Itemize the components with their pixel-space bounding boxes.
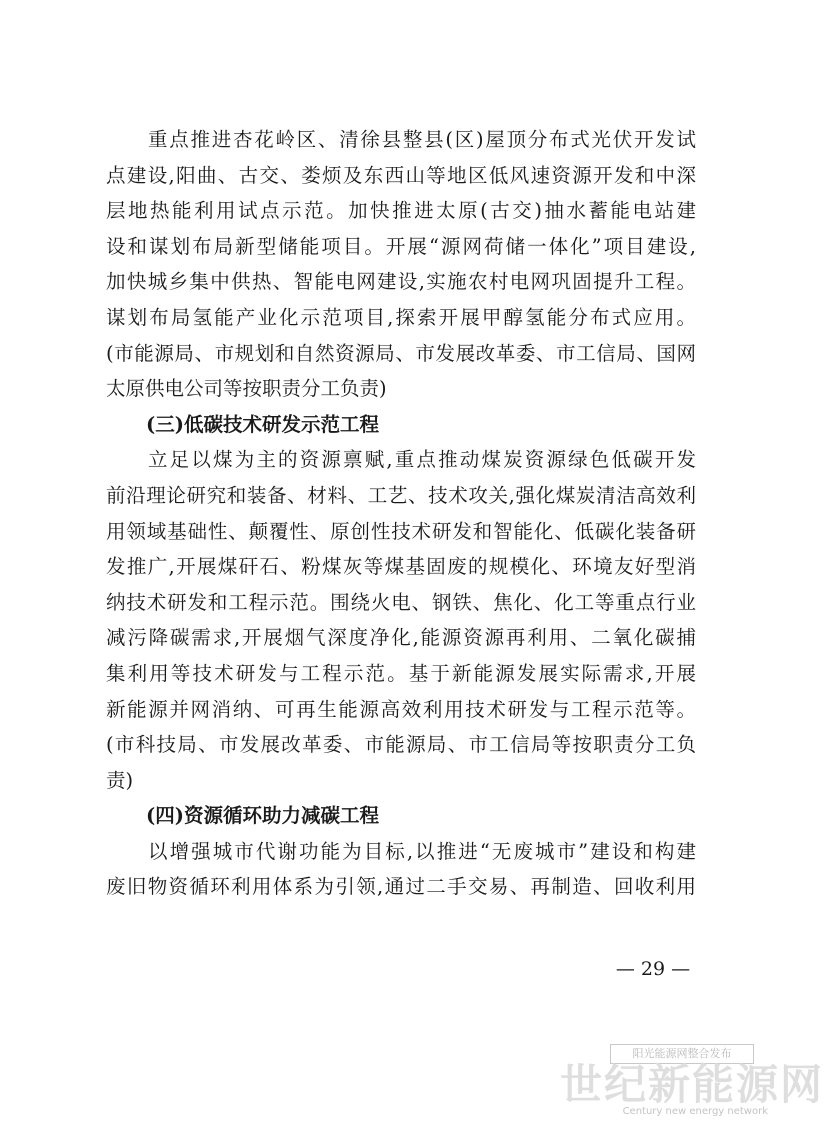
watermark-subtitle: Century new energy network [622,1106,768,1117]
text-line: 责) [106,768,134,792]
text-line: (市科技局、市发展改革委、市能源局、市工信局等按职责分工负 [106,733,696,757]
text-line: (市能源局、市规划和自然资源局、市发展改革委、市工信局、国网 [106,341,696,365]
body-text [106,122,696,905]
watermark-logo: 世纪新能源网 [560,1060,824,1109]
section-heading-3: (三)低碳技术研发示范工程 [146,412,379,436]
text-line: 设和谋划布局新型储能项目。开展“源网荷储一体化”项目建设, [106,234,696,258]
page-number: — 29 — [615,958,691,980]
text-line: 点建设,阳曲、古交、娄烦及东西山等地区低风速资源开发和中深 [106,163,696,187]
text-line: 谋划布局氢能产业化示范项目,探索开展甲醇氢能分布式应用。 [106,305,696,329]
text-line: 加快城乡集中供热、智能电网建设,实施农村电网巩固提升工程。 [106,270,696,294]
text-line: 前沿理论研究和装备、材料、工艺、技术攻关,强化煤炭清洁高效利 [106,483,696,507]
text-line: 重点推进杏花岭区、清徐县整县(区)屋顶分布式光伏开发试 [148,128,696,151]
text-line: 层地热能利用试点示范。加快推进太原(古交)抽水蓄能电站建 [106,199,696,223]
text-line: 用领域基础性、颠覆性、原创性技术研发和智能化、低碳化装备研 [106,519,696,543]
text-line: 减污降碳需求,开展烟气深度净化,能源资源再利用、二氧化碳捕 [106,626,696,650]
text-line: 立足以煤为主的资源禀赋,重点推动煤炭资源绿色低碳开发 [148,448,696,472]
section-heading-4: (四)资源循环助力减碳工程 [146,804,379,828]
text-line: 废旧物资循环利用体系为引领,通过二手交易、再制造、回收利用 [106,875,696,899]
text-line: 发推广,开展煤矸石、粉煤灰等煤基固废的规模化、环境友好型消 [106,555,696,579]
text-line: 集利用等技术研发与工程示范。基于新能源发展实际需求,开展 [106,661,696,685]
text-line: 以增强城市代谢功能为目标,以推进“无废城市”建设和构建 [148,839,696,863]
text-line: 新能源并网消纳、可再生能源高效利用技术研发与工程示范等。 [106,697,696,721]
text-line: 太原供电公司等按职责分工负责) [106,377,387,401]
text-line: 纳技术研发和工程示范。围绕火电、钢铁、焦化、化工等重点行业 [106,590,696,614]
watermark-banner: 阳光能源网整合发布 [610,1044,754,1064]
